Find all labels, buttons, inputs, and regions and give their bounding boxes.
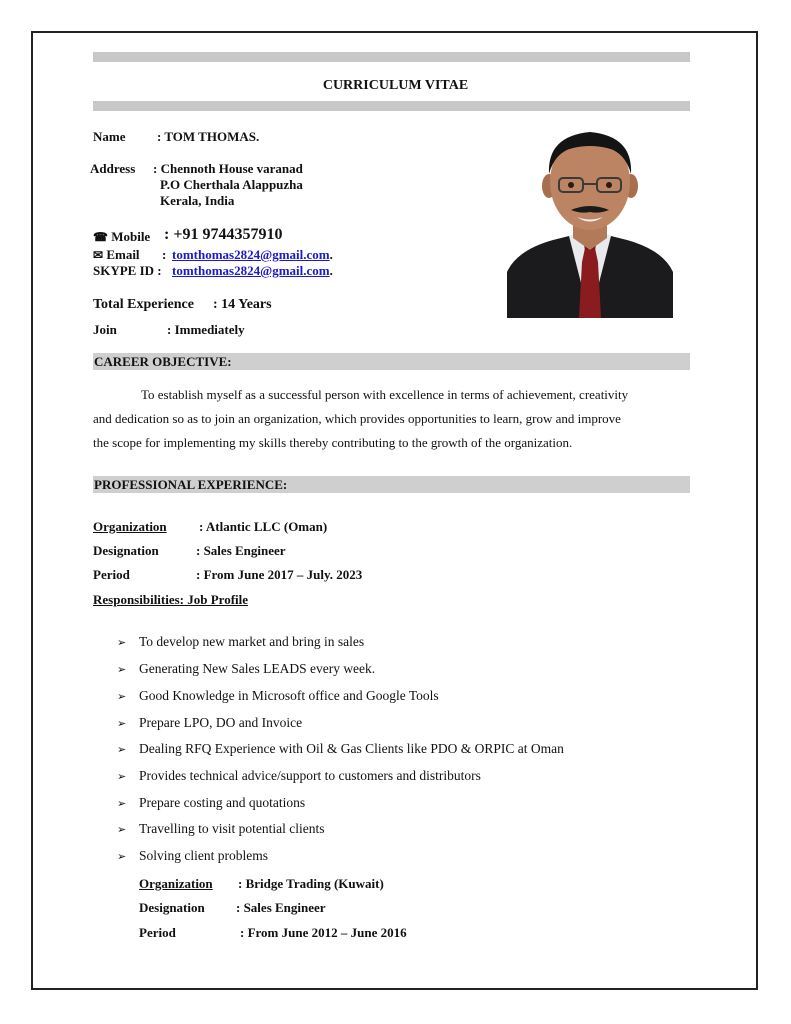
skype-value-wrap	[172, 263, 333, 279]
list-item: ➢ Travelling to visit potential clients	[117, 821, 325, 836]
professional-experience-heading: PROFESSIONAL EXPERIENCE:	[94, 477, 288, 492]
list-item: ➢ Prepare LPO, DO and Invoice	[117, 715, 303, 730]
arrow-bullet-icon: ➢	[117, 824, 127, 836]
mobile-value: : +91 9744357910	[164, 226, 283, 243]
career-objective-line-1: To establish myself as a successful person with excellence in terms of achievement, creativity	[141, 387, 629, 402]
job2-period-value: : From June 2012 – June 2016	[240, 925, 407, 940]
job1-desig-label: Designation	[93, 543, 159, 558]
list-item: ➢ Solving client problems	[117, 848, 268, 863]
job2-org-value: : Bridge Trading (Kuwait)	[238, 876, 384, 891]
title-bottom-bar	[93, 101, 690, 111]
job1-responsibilities-label: Responsibilities: Job Profile	[93, 592, 249, 607]
address-line-3: Kerala, India	[160, 193, 235, 208]
skype-trailing-dot: .	[329, 263, 333, 278]
email-trailing-dot: .	[329, 247, 333, 262]
join-value: : Immediately	[167, 322, 245, 337]
job1-period-label: Period	[93, 567, 130, 582]
job2-org-label: Organization	[139, 876, 213, 891]
arrow-bullet-icon: ➢	[117, 851, 127, 863]
list-item: ➢ Good Knowledge in Microsoft office and Google Tools	[117, 688, 439, 703]
job2-period-label: Period	[139, 925, 176, 940]
arrow-bullet-icon: ➢	[117, 718, 127, 730]
email-row	[93, 247, 140, 263]
document-title: CURRICULUM VITAE	[322, 78, 469, 93]
address-line-1: : Chennoth House varanad	[153, 161, 303, 176]
email-label: Email	[106, 247, 140, 262]
address-label: Address	[90, 161, 136, 176]
mobile-label: Mobile	[111, 229, 151, 244]
telephone-icon: ☎	[93, 230, 108, 244]
arrow-bullet-icon: ➢	[117, 744, 127, 756]
job2-desig-label: Designation	[139, 900, 205, 915]
mobile-row	[93, 229, 150, 245]
arrow-bullet-icon: ➢	[117, 664, 127, 676]
career-objective-line-3: the scope for implementing my skills thereby contributing to the growth of the organization.	[93, 435, 573, 450]
arrow-bullet-icon: ➢	[117, 798, 127, 810]
job1-period-value: : From June 2017 – July. 2023	[196, 567, 363, 582]
list-item: ➢ Generating New Sales LEADS every week.	[117, 661, 376, 676]
title-top-bar	[93, 52, 690, 62]
experience-value: : 14 Years	[213, 297, 272, 312]
profile-photo	[507, 122, 673, 318]
arrow-bullet-icon: ➢	[117, 771, 127, 783]
experience-label: Total Experience	[93, 297, 194, 312]
career-objective-heading: CAREER OBJECTIVE:	[94, 354, 232, 369]
arrow-bullet-icon: ➢	[117, 691, 127, 703]
skype-link[interactable]: tomthomas2824@gmail.com	[172, 263, 330, 278]
skype-label: SKYPE ID :	[93, 263, 162, 278]
envelope-icon: ✉	[93, 248, 104, 262]
job2-desig-value: : Sales Engineer	[236, 900, 326, 915]
name-label: Name	[93, 129, 126, 144]
email-value-wrap	[172, 247, 333, 263]
email-sep: :	[162, 247, 167, 262]
career-objective-line-2: and dedication so as to join an organization, which provides opportunities to learn, grow and improve	[93, 411, 621, 426]
arrow-bullet-icon: ➢	[117, 637, 127, 649]
list-item: ➢ To develop new market and bring in sales	[117, 634, 365, 649]
join-label: Join	[93, 322, 117, 337]
list-item: ➢ Prepare costing and quotations	[117, 795, 306, 810]
job1-org-label: Organization	[93, 519, 167, 534]
email-link[interactable]: tomthomas2824@gmail.com	[172, 247, 330, 262]
list-item: ➢ Provides technical advice/support to customers and distributors	[117, 768, 481, 783]
address-line-2: P.O Cherthala Alappuzha	[160, 177, 303, 192]
list-item: ➢ Dealing RFQ Experience with Oil & Gas Clients like PDO & ORPIC at Oman	[117, 741, 564, 756]
name-value: : TOM THOMAS.	[157, 129, 260, 144]
job1-desig-value: : Sales Engineer	[196, 543, 286, 558]
job1-org-value: : Atlantic LLC (Oman)	[199, 519, 328, 534]
